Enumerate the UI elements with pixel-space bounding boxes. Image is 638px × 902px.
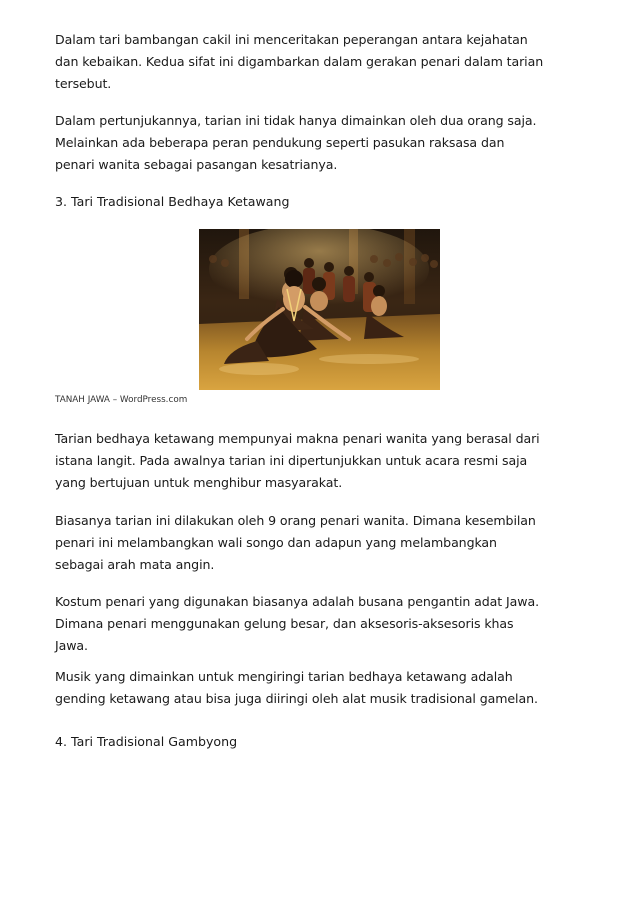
text-line: yang bertujuan untuk menghibur masyarakat. xyxy=(55,475,343,490)
image-caption: TANAH JAWA – WordPress.com xyxy=(55,395,188,405)
section-heading-bedhaya-ketawang: 3. Tari Tradisional Bedhaya Ketawang xyxy=(55,194,290,209)
bedhaya-ketawang-dancers-image xyxy=(199,229,440,390)
section-heading-gambyong: 4. Tari Tradisional Gambyong xyxy=(55,734,238,749)
text-line: Kostum penari yang digunakan biasanya adalah busana pengantin adat Jawa. xyxy=(55,594,539,609)
text-line: Musik yang dimainkan untuk mengiringi tarian bedhaya ketawang adalah xyxy=(55,669,513,684)
text-line: sebagai arah mata angin. xyxy=(55,557,215,572)
text-line: Dalam pertunjukannya, tarian ini tidak hanya dimainkan oleh dua orang saja. xyxy=(55,113,537,128)
text-line: dan kebaikan. Kedua sifat ini digambarkan dalam gerakan penari dalam tarian xyxy=(55,54,544,69)
text-line: Dalam tari bambangan cakil ini menceritakan peperangan antara kejahatan xyxy=(55,32,528,47)
paragraph-makna xyxy=(55,428,595,494)
text-line: penari wanita sebagai pasangan kesatrianya. xyxy=(55,157,338,172)
text-line: Tarian bedhaya ketawang mempunyai makna penari wanita yang berasal dari xyxy=(55,431,540,446)
text-line: Jawa. xyxy=(55,638,88,653)
paragraph-musik xyxy=(55,666,595,710)
paragraph-kostum xyxy=(55,591,595,657)
paragraph-pertunjukan xyxy=(55,110,595,176)
dance-photo xyxy=(199,229,440,390)
text-line: Biasanya tarian ini dilakukan oleh 9 orang penari wanita. Dimana kesembilan xyxy=(55,513,536,528)
paragraph-penari xyxy=(55,510,595,576)
text-line: Dimana penari menggunakan gelung besar, dan aksesoris-aksesoris khas xyxy=(55,616,514,631)
paragraph-bambangan-cakil xyxy=(55,29,595,95)
text-line: Melainkan ada beberapa peran pendukung seperti pasukan raksasa dan xyxy=(55,135,505,150)
text-line: penari ini melambangkan wali songo dan adapun yang melambangkan xyxy=(55,535,497,550)
text-line: gending ketawang atau bisa juga diiringi oleh alat musik tradisional gamelan. xyxy=(55,691,538,706)
text-line: tersebut. xyxy=(55,76,112,91)
text-line: istana langit. Pada awalnya tarian ini dipertunjukkan untuk acara resmi saja xyxy=(55,453,528,468)
